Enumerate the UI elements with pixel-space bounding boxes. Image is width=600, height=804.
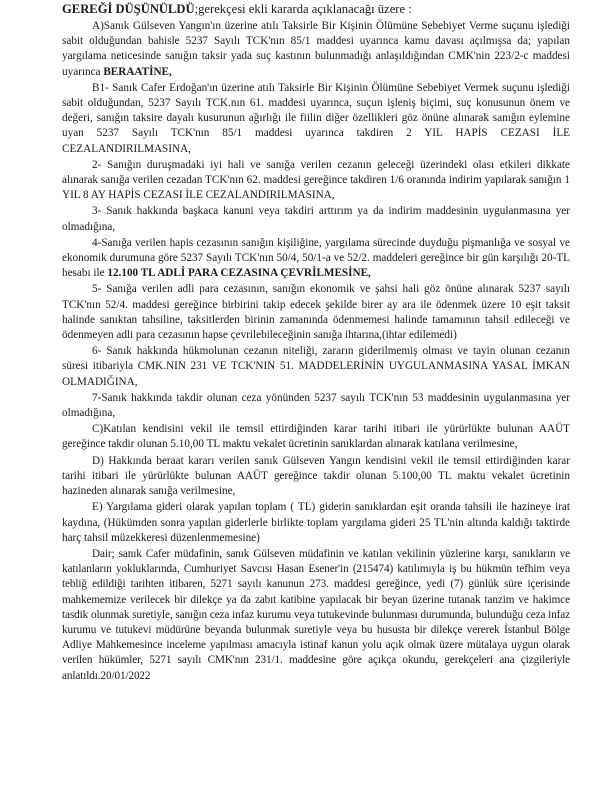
paragraph-e-costs xyxy=(62,500,570,546)
decision-header xyxy=(62,2,570,17)
paragraph-text: 6- Sanık hakkında hükmolunan cezanın niteliği, zararın giderilmemiş olması ve tayin olunan cezanın süresi itibariyla CMK.NIN 231 VE TCK'NIN 51. MADDELERİNİN UYGULANMASINA YASAL İMKAN OLMADIĞINA, xyxy=(62,345,570,388)
paragraph-text: E) Yargılama gideri olarak yapılan toplam ( TL) giderin sanıklardan eşit oranda tahsili ile hazineye irat kaydına, (Hükümden sonra yapılan giderlerle birlikte toplam yargılama gideri 25 TL'nin altında kaldığı taktirde harç tahsil müzekkeresi düzenlenmemesine) xyxy=(62,501,570,544)
header-subtitle: ;gerekçesi ekli kararda açıklanacağı üzere : xyxy=(194,2,412,16)
paragraph-text: 7-Sanık hakkında takdir olunan ceza yönünden 5237 sayılı TCK'nın 53 maddesinin uygulanmasına yer olmadığına, xyxy=(62,391,570,420)
paragraph-text: 2- Sanığın duruşmadaki iyi hali ve sanığa verilen cezanın geleceği üzerindeki olası etkileri dikkate alınarak sanığa verilen cezadan TCK'nın 62. maddesi gereğince takdiren 1/6 oranında indirim yapılarak sanığın 1 YIL 8 AY HAPİS CEZASI İLE CEZALANDIRILMASINA, xyxy=(62,158,570,202)
paragraph-appeal-notice xyxy=(62,547,570,684)
paragraph-text: 5- Sanığa verilen adli para cezasının, sanığın ekonomik ve şahsi hali göz önüne alınarak 5237 sayılı TCK'nın 52/4. maddesi gereğince birbirini takip edecek şekilde birer ay ara ile ödenmek üzere 10 eşit taksit halinde sanıktan tahsiline, taksitlerden birinin zamanında ödenmemesi halinde tamamının tahsil edileceği ve ödenmeyen adli para cezasının hapse çevrilebileceğinin sanığa ihtarına,(ihtar edilemedi) xyxy=(62,283,570,342)
paragraph-6-no-deferral xyxy=(62,344,570,390)
paragraph-4-fine-conversion xyxy=(62,236,570,282)
paragraph-7-article-53 xyxy=(62,391,570,421)
paragraph-text: C)Katılan kendisini vekil ile temsil ettirdiğinden karar tarihi itibari ile yürürlükte bulunan AAÜT gereğince takdir olunan 5.10,00 TL maktu vekalet ücretinin sanıklardan alınarak katılana verilmesine, xyxy=(62,423,570,451)
paragraph-2-reduction xyxy=(62,158,570,204)
paragraph-c-attorney-fee xyxy=(62,422,570,452)
header-title: GEREĞİ DÜŞÜNÜLDÜ xyxy=(62,2,195,16)
paragraph-d-attorney-fee xyxy=(62,454,570,500)
paragraph-a-acquittal xyxy=(62,19,570,80)
paragraph-text: Dair; sanık Cafer müdafinin, sanık Gülseven müdafinin ve katılan vekilinin yüzlerine karşı, sanıkların ve katılanların yokluklarında, Cumhuriyet Savcısı Hasan Esener'in (215474) katılımıyla iş bu hükmün tefhim veya tebliğ edildiği tarihten itibaren, 5271 sayılı kanunun 273. maddesi gereğince, yedi (7) günlük süre içerisinde mahkememize verilecek bir dilekçe ya da zabıt katibine yapılacak bir beyan üzerine tutanak tanzim ve hakimce tasdik olunmak suretiyle, sanığın ceza infaz kurumu veya tutukevinde bulunması durumunda, bulunduğu ceza infaz kurumu ve tutukevi müdürüne beyanda bulunmak suretiyle veya bu hususta bir dilekçe vererek İstanbul Bölge Adliye Mahkemesince inceleme yapılması amacıyla istinaf kanun yolu açık olmak üzere mütalaya uygun olarak verilen hükümler, 5271 sayılı CMK'nın 231/1. maddesine göre açıkça okundu, gerekçeleri ana çizgileriyle anlatıldı.20/01/2022 xyxy=(62,547,570,682)
paragraph-text: B1- Sanık Cafer Erdoğan'ın üzerine atılı Taksirle Bir Kişinin Ölümüne Sebebiyet Vermek suçunu işlediği sabit olduğundan, 5237 Sayılı TCK.nın 61. maddesi uyarınca, suçun işleniş biçimi, suç konusunun önem ve değeri, sanığın taksire dayalı kusurunun ağırlığı ile fiilin diğer özellikleri göz önüne alınarak sanığın eylemine uyan 5237 Sayılı TCK'nın 85/1 maddesi uyarınca takdiren 2 YIL HAPİS CEZASI İLE CEZALANDIRILMASINA, xyxy=(62,81,570,155)
paragraph-text: A)Sanık Gülseven Yangın'ın üzerine atılı Taksirle Bir Kişinin Ölümüne Sebebiyet Verme suçunu işlediği sabit olduğundan bahisle 5237 Sayılı TCK'nın 85/1 maddesi uyarınca kamu davası açılmışsa da; yapılan yargılama neticesinde sanığın taksir yada suç kastının bulunmadığı anlaşıldığından CMK'nin 223/2-c maddesi uyarınca xyxy=(62,20,570,78)
paragraph-bold-text: BERAATİNE, xyxy=(103,65,172,78)
paragraph-text: 3- Sanık hakkında başkaca kanuni veya takdiri arttırım ya da indirim maddesinin uygulanmasına yer olmadığına, xyxy=(62,205,570,233)
paragraph-3-no-other-change xyxy=(62,204,570,234)
paragraph-b1-sentence xyxy=(62,81,570,157)
paragraph-5-installments xyxy=(62,282,570,343)
paragraph-text: D) Hakkında beraat kararı verilen sanık Gülseven Yangın kendisini vekil ile temsil ettirdiğinden karar tarihi itibari ile yürürlükte bulunan AAÜT gereğince takdir olunan 5.100,00 TL maktu vekalet ücretinin hazineden alınarak sanığa verilmesine, xyxy=(62,454,570,498)
paragraph-bold-text: 12.100 TL ADLİ PARA CEZASINA ÇEVRİLMESİNE, xyxy=(107,267,371,280)
paragraph-text: 4-Sanığa verilen hapis cezasının sanığın kişiliğine, yargılama sürecinde duyduğu pişmanlığa ve sosyal ve ekonomik durumuna göre 5237 Sayılı TCK'nın 50/4, 50/1-a ve 52/2. maddeleri gereğince bir gün karşılığı 20-TL hesabı ile xyxy=(62,236,570,280)
